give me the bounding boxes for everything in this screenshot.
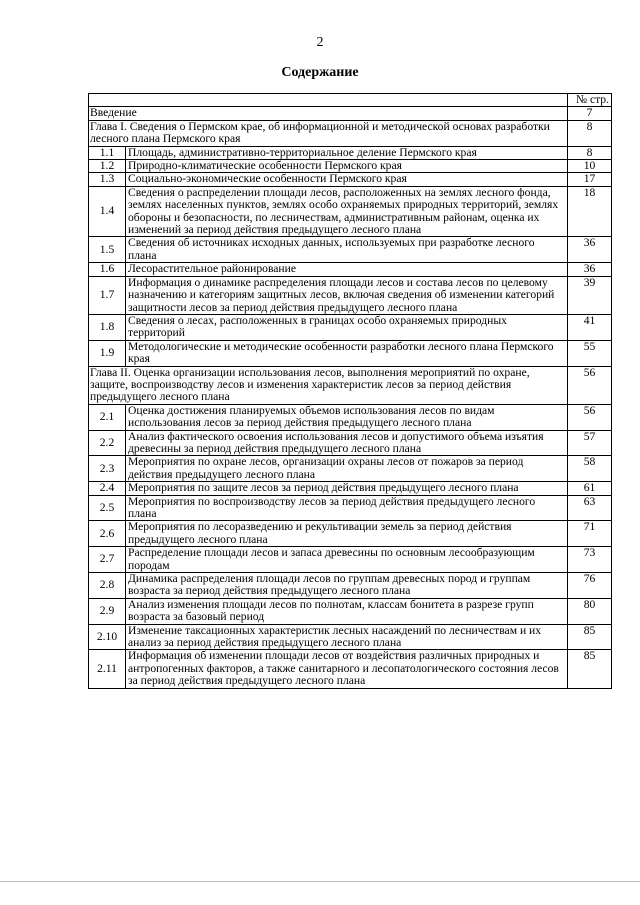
section-page: 17 [568, 173, 612, 186]
toc-row-item [89, 573, 612, 599]
section-title: Динамика распределения площади лесов по группам древесных пород и группам возраста за период действия предыдущего лесного плана [126, 573, 568, 599]
section-page: 36 [568, 263, 612, 276]
section-number: 1.3 [89, 173, 126, 186]
toc-row-chapter2 [89, 366, 612, 404]
toc-row-intro [89, 107, 612, 120]
section-title: Методологические и методические особенности разработки лесного плана Пермского края [126, 340, 568, 366]
chapter1-page: 8 [568, 120, 612, 146]
toc-row-item [89, 160, 612, 173]
section-number: 1.4 [89, 186, 126, 237]
section-page: 55 [568, 340, 612, 366]
section-title: Оценка достижения планируемых объемов использования лесов по видам использования лесов за период действия предыдущего лесного плана [126, 404, 568, 430]
toc-row-item [89, 314, 612, 340]
section-title: Информация об изменении площади лесов от воздействия различных природных и антропогенных факторов, а также санитарного и лесопатологического состояния лесов за период действия предыдущего лесного плана [126, 650, 568, 688]
section-number: 1.1 [89, 146, 126, 159]
section-page: 58 [568, 456, 612, 482]
chapter2-title: Глава II. Оценка организации использования лесов, выполнения мероприятий по охране, защите, воспроизводству лесов и изменения характеристик лесов за период действия предыдущего лесного плана [89, 366, 568, 404]
toc-row-item [89, 173, 612, 186]
section-number: 1.9 [89, 340, 126, 366]
section-number: 2.3 [89, 456, 126, 482]
section-title: Изменение таксационных характеристик лесных насаждений по лесничествам и их анализ за период действия предыдущего лесного плана [126, 624, 568, 650]
intro-page: 7 [568, 107, 612, 120]
section-title: Сведения о лесах, расположенных в границах особо охраняемых природных территорий [126, 314, 568, 340]
toc-row-item [89, 521, 612, 547]
section-page: 80 [568, 598, 612, 624]
section-page: 63 [568, 495, 612, 521]
intro-label: Введение [89, 107, 568, 120]
toc-row-item [89, 146, 612, 159]
section-page: 36 [568, 237, 612, 263]
section-number: 2.4 [89, 482, 126, 495]
section-title: Мероприятия по охране лесов, организации охраны лесов от пожаров за период действия предыдущего лесного плана [126, 456, 568, 482]
section-page: 41 [568, 314, 612, 340]
page-number: 2 [316, 35, 324, 50]
section-number: 2.6 [89, 521, 126, 547]
section-number: 1.7 [89, 276, 126, 314]
toc-row-item [89, 547, 612, 573]
chapter1-title: Глава I. Сведения о Пермском крае, об информационной и методической основах разработки лесного плана Пермского края [89, 120, 568, 146]
section-page: 10 [568, 160, 612, 173]
section-title: Мероприятия по воспроизводству лесов за период действия предыдущего лесного плана [126, 495, 568, 521]
section-title: Мероприятия по защите лесов за период действия предыдущего лесного плана [126, 482, 568, 495]
toc-table [88, 93, 612, 689]
section-number: 2.11 [89, 650, 126, 688]
section-page: 61 [568, 482, 612, 495]
section-number: 2.9 [89, 598, 126, 624]
section-page: 56 [568, 404, 612, 430]
toc-row-item [89, 650, 612, 688]
section-page: 57 [568, 430, 612, 456]
toc-row-item [89, 598, 612, 624]
toc-header-row [89, 94, 612, 107]
section-page: 76 [568, 573, 612, 599]
section-title: Природно-климатические особенности Пермского края [126, 160, 568, 173]
section-title: Лесорастительное районирование [126, 263, 568, 276]
section-page: 85 [568, 650, 612, 688]
section-page: 71 [568, 521, 612, 547]
section-number: 2.10 [89, 624, 126, 650]
chapter2-page: 56 [568, 366, 612, 404]
toc-title: Содержание [281, 65, 359, 80]
section-number: 1.2 [89, 160, 126, 173]
section-number: 1.5 [89, 237, 126, 263]
page-column-header: № стр. [568, 94, 612, 107]
section-page: 8 [568, 146, 612, 159]
section-number: 2.2 [89, 430, 126, 456]
header-blank-cell [89, 94, 568, 107]
toc-row-item [89, 186, 612, 237]
toc-row-item [89, 404, 612, 430]
section-title: Площадь, административно-территориальное деление Пермского края [126, 146, 568, 159]
toc-row-item [89, 456, 612, 482]
toc-row-item [89, 276, 612, 314]
section-number: 2.8 [89, 573, 126, 599]
section-title: Распределение площади лесов и запаса древесины по основным лесообразующим породам [126, 547, 568, 573]
section-number: 2.5 [89, 495, 126, 521]
toc-row-item [89, 237, 612, 263]
section-title: Социально-экономические особенности Пермского края [126, 173, 568, 186]
toc-row-item [89, 624, 612, 650]
section-number: 1.6 [89, 263, 126, 276]
section-title: Анализ изменения площади лесов по полнотам, классам бонитета в разрезе групп возраста за базовый период [126, 598, 568, 624]
bottom-rule [0, 881, 640, 882]
section-number: 2.7 [89, 547, 126, 573]
toc-row-item [89, 482, 612, 495]
toc-row-item [89, 430, 612, 456]
section-page: 18 [568, 186, 612, 237]
section-page: 85 [568, 624, 612, 650]
section-title: Сведения о распределении площади лесов, расположенных на землях лесного фонда, землях населенных пунктов, землях особо охраняемых природных территорий, землях обороны и безопасности, по лесничествам, административным районам, оценка их изменений за период действия предыдущего лесного плана [126, 186, 568, 237]
section-title: Анализ фактического освоения использования лесов и допустимого объема изъятия древесины за период действия предыдущего лесного плана [126, 430, 568, 456]
section-number: 2.1 [89, 404, 126, 430]
section-title: Сведения об источниках исходных данных, используемых при разработке лесного плана [126, 237, 568, 263]
toc-row-item [89, 263, 612, 276]
toc-row-chapter1 [89, 120, 612, 146]
section-title: Мероприятия по лесоразведению и рекультивации земель за период действия предыдущего лесного плана [126, 521, 568, 547]
toc-row-item [89, 495, 612, 521]
section-title: Информация о динамике распределения площади лесов и состава лесов по целевому назначению и категориям защитных лесов, включая сведения об изменении категорий защитности лесов за период действия предыдущего лесного плана [126, 276, 568, 314]
section-page: 73 [568, 547, 612, 573]
section-number: 1.8 [89, 314, 126, 340]
toc-row-item [89, 340, 612, 366]
section-page: 39 [568, 276, 612, 314]
